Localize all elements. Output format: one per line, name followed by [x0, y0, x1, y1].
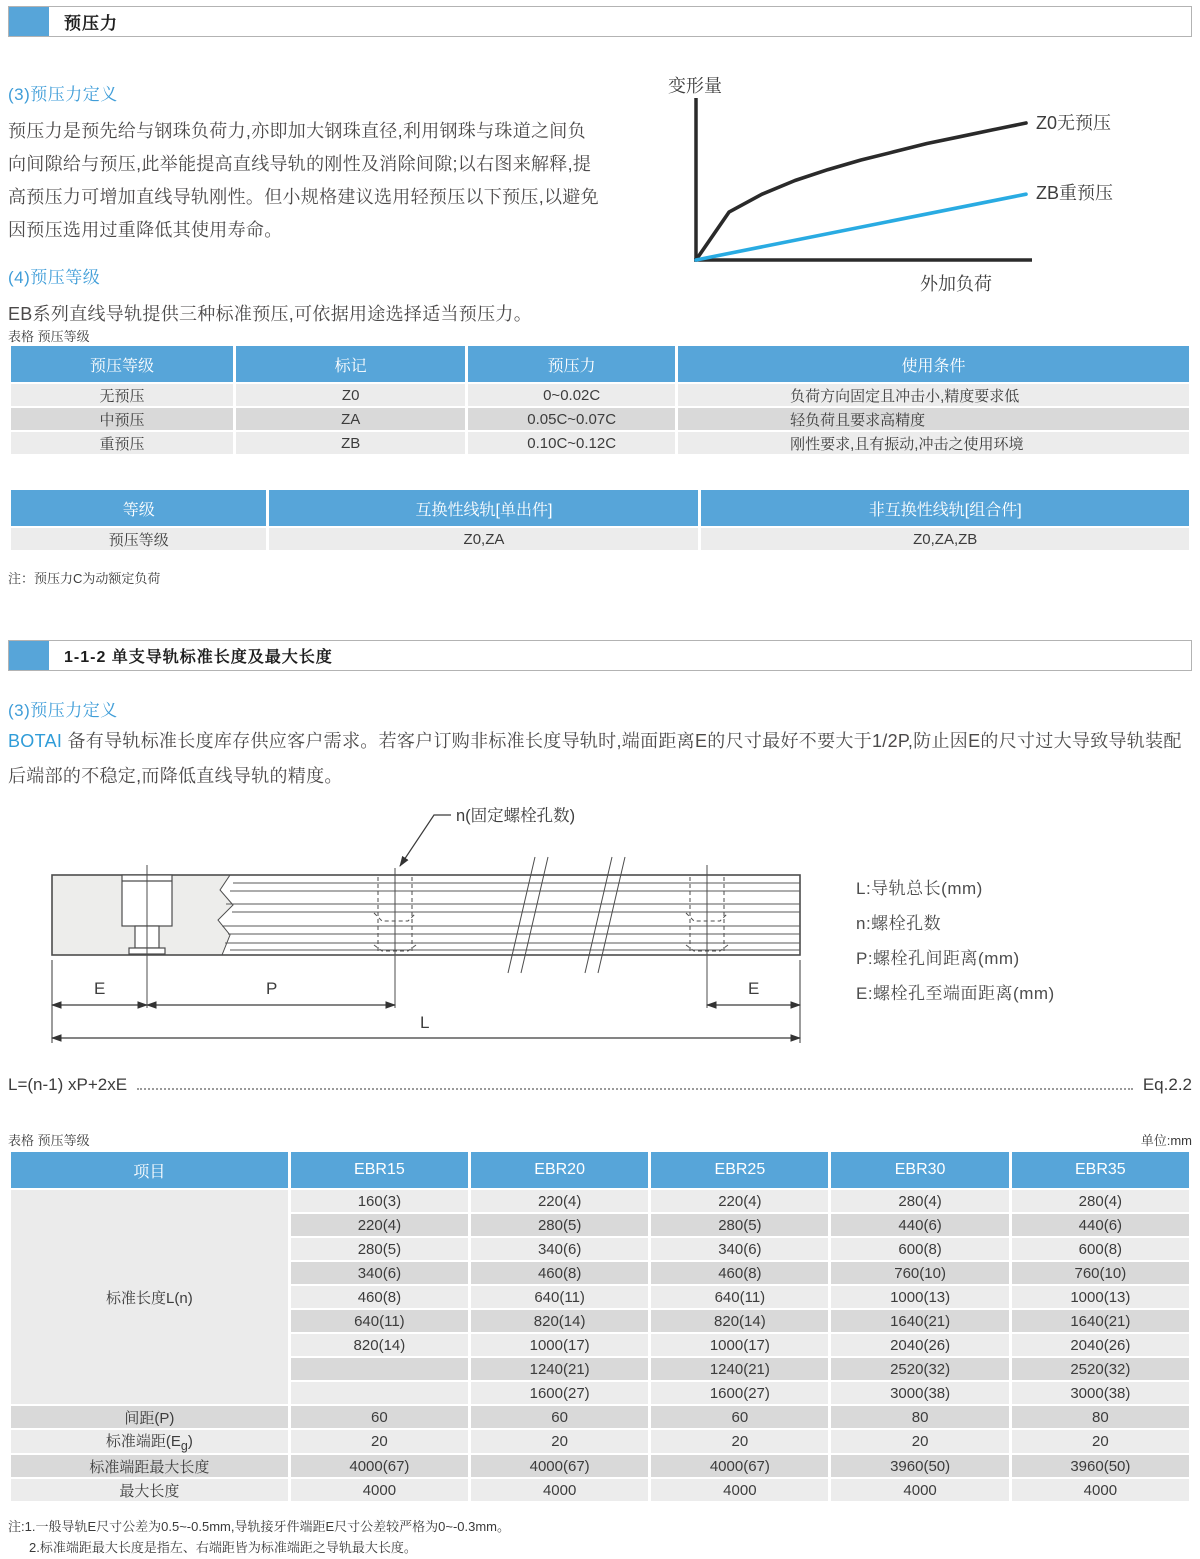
section-title: 预压力: [64, 14, 118, 33]
table-cell: 0.05C~0.07C: [468, 408, 675, 430]
th-non-interchangeable: 非互换性线轨[组合件]: [701, 490, 1189, 526]
table-row-max-length: [11, 1479, 1189, 1501]
table-cell: Z0: [236, 384, 465, 406]
table-cell: 640(11): [471, 1286, 648, 1308]
table-cell: 3960(50): [1012, 1455, 1189, 1477]
table-cell: Z0,ZA,ZB: [701, 528, 1189, 550]
table-cell: 280(5): [471, 1214, 648, 1236]
table-cell: 440(6): [831, 1214, 1008, 1236]
table-cell: 1240(21): [471, 1358, 648, 1380]
table-cell: 20: [471, 1430, 648, 1453]
note-line: 2.标准端距最大长度是指左、右端距皆为标准端距之导轨最大长度。: [29, 1540, 417, 1555]
table-cell: Z0,ZA: [269, 528, 698, 550]
table-cell: 2040(26): [1012, 1334, 1189, 1356]
table-cell: 中预压: [11, 408, 233, 430]
table-cell: 4000: [471, 1479, 648, 1501]
table-cell: 280(4): [831, 1190, 1008, 1212]
chart-x-axis-label: 外加负荷: [920, 274, 992, 294]
row-label-sub: g: [180, 1439, 188, 1453]
row-label: 最大长度: [11, 1479, 288, 1501]
blue-square-marker: [9, 7, 49, 36]
table-cell: 1600(27): [651, 1382, 828, 1404]
chart-y-axis-label: 变形量: [668, 76, 722, 96]
table-cell: ZB: [236, 432, 465, 454]
rail-length-text: [8, 724, 1192, 794]
chart-series-Z0无预压: [696, 123, 1026, 260]
table-cell: 1240(21): [651, 1358, 828, 1380]
th-ebr25: EBR25: [651, 1152, 828, 1188]
table-cell: 刚性要求,且有振动,冲击之使用环境: [678, 432, 1189, 454]
row-label-text: 标准端距(E: [105, 1433, 181, 1450]
table-cell: 4000: [1012, 1479, 1189, 1501]
table-cell: 重预压: [11, 432, 233, 454]
table-cell: 1000(17): [471, 1334, 648, 1356]
table-cell: 1640(21): [831, 1310, 1008, 1332]
std-length-label: 标准长度L(n): [11, 1190, 288, 1404]
table-cell: [291, 1382, 468, 1404]
row-label: 标准端距最大长度: [11, 1455, 288, 1477]
table-cell: 2520(32): [831, 1358, 1008, 1380]
table-row: [11, 384, 1189, 406]
table-row-end-distance: [11, 1430, 1189, 1453]
table-cell: 负荷方向固定且冲击小,精度要求低: [678, 384, 1189, 406]
preload-grade-table: [8, 344, 1192, 456]
th-condition: 使用条件: [678, 346, 1189, 382]
th-ebr35: EBR35: [1012, 1152, 1189, 1188]
heading-preload-definition-2: (3)预压力定义: [8, 701, 118, 720]
table-cell: 20: [831, 1430, 1008, 1453]
table-cell: 预压等级: [11, 528, 266, 550]
table-cell: 760(10): [1012, 1262, 1189, 1284]
table-cell: 220(4): [291, 1214, 468, 1236]
table3-caption: 表格 预压等级: [8, 1133, 90, 1148]
table-cell: 600(8): [1012, 1238, 1189, 1260]
table-row: [11, 528, 1189, 550]
length-formula-row: [8, 1075, 1192, 1095]
table-cell: 3960(50): [831, 1455, 1008, 1477]
table-cell: 220(4): [471, 1190, 648, 1212]
table-cell: 820(14): [471, 1310, 648, 1332]
chart-series-label-zb: ZB重预压: [1036, 183, 1114, 203]
table-cell: 340(6): [471, 1238, 648, 1260]
table-header-row: [11, 346, 1189, 382]
rail-drawing: [8, 795, 1192, 1065]
table-cell: 280(4): [1012, 1190, 1189, 1212]
dim-label-l: L: [420, 1013, 430, 1032]
table-cell: 无预压: [11, 384, 233, 406]
table-cell: 1640(21): [1012, 1310, 1189, 1332]
center-lines: [147, 865, 707, 1008]
table-cell: 3000(38): [1012, 1382, 1189, 1404]
blue-square-marker: [9, 641, 49, 670]
table-cell: 220(4): [651, 1190, 828, 1212]
table-cell: 280(5): [651, 1214, 828, 1236]
table3-notes: [8, 1516, 1192, 1558]
table-cell: 20: [651, 1430, 828, 1453]
th-interchangeable: 互换性线轨[单出件]: [269, 490, 698, 526]
th-mark: 标记: [236, 346, 465, 382]
th-level: 等级: [11, 490, 266, 526]
table-cell: 60: [471, 1406, 648, 1428]
table-cell: 60: [291, 1406, 468, 1428]
table1-caption: 表格 预压等级: [8, 329, 90, 344]
table-cell: 1000(13): [1012, 1286, 1189, 1308]
table-cell: ZA: [236, 408, 465, 430]
table-cell: [291, 1358, 468, 1380]
dotted-leader: [137, 1080, 1133, 1090]
table1-wrap: [8, 344, 1192, 456]
table-cell: 820(14): [651, 1310, 828, 1332]
heading-preload-levels: (4)预压等级: [8, 268, 101, 287]
row-label: 间距(P): [11, 1406, 288, 1428]
table3-caption-row: [8, 1130, 1192, 1149]
row-label-text: ): [187, 1433, 193, 1450]
table-cell: 460(8): [471, 1262, 648, 1284]
heading-preload-definition: (3)预压力定义: [8, 85, 118, 104]
table-header-row: [11, 1152, 1189, 1188]
table-cell: 0.10C~0.12C: [468, 432, 675, 454]
standard-length-table: [8, 1150, 1192, 1503]
table-cell: 60: [651, 1406, 828, 1428]
rail-drawing-svg: [8, 795, 828, 1063]
table-cell: 20: [291, 1430, 468, 1453]
table-cell: 80: [831, 1406, 1008, 1428]
hidden-bolt-holes: [374, 877, 728, 953]
drawing-legend: [856, 871, 1055, 1011]
table-row: [11, 432, 1189, 454]
callout-n-label: n(固定螺栓孔数): [456, 807, 576, 825]
table-row-max-std-length: [11, 1455, 1189, 1477]
legend-item: E:螺栓孔至端面距离(mm): [856, 984, 1055, 1003]
table-cell: 4000: [291, 1479, 468, 1501]
th-grade: 预压等级: [11, 346, 233, 382]
table-cell: 760(10): [831, 1262, 1008, 1284]
table2-note: 注：预压力C为动额定负荷: [8, 571, 161, 586]
table-cell: 4000: [831, 1479, 1008, 1501]
table2-wrap: [8, 488, 1192, 552]
table-row-pitch: [11, 1406, 1189, 1428]
table-cell: 640(11): [291, 1310, 468, 1332]
table-cell: 2040(26): [831, 1334, 1008, 1356]
legend-item: L:导轨总长(mm): [856, 879, 983, 898]
table-cell: 1000(13): [831, 1286, 1008, 1308]
table-cell: 600(8): [831, 1238, 1008, 1260]
table-cell: 3000(38): [831, 1382, 1008, 1404]
table-cell: 460(8): [291, 1286, 468, 1308]
table-cell: 280(5): [291, 1238, 468, 1260]
chart-series-label-z0: Z0无预压: [1036, 113, 1112, 133]
note-line: 注:1.一般导轨E尺寸公差为0.5~-0.5mm,导轨接牙件端距E尺寸公差较严格为0~-0.3mm。: [8, 1519, 511, 1534]
rail-profile-lines: [222, 883, 800, 950]
equation-number: Eq.2.2: [1142, 1075, 1192, 1094]
callout-leader: [400, 815, 451, 866]
brand-name: BOTAI: [8, 731, 63, 751]
th-item: 项目: [11, 1152, 288, 1188]
dim-label-p: P: [266, 979, 278, 998]
table-cell: 440(6): [1012, 1214, 1189, 1236]
table-row: [11, 408, 1189, 430]
table-cell: 460(8): [651, 1262, 828, 1284]
table-cell: 160(3): [291, 1190, 468, 1212]
table-cell: 80: [1012, 1406, 1189, 1428]
table-cell: 1000(17): [651, 1334, 828, 1356]
section-header-rail-length: [8, 640, 1192, 671]
row-label: [11, 1430, 288, 1453]
table-cell: 1600(27): [471, 1382, 648, 1404]
th-ebr20: EBR20: [471, 1152, 648, 1188]
table-cell: 340(6): [651, 1238, 828, 1260]
section-title: 1-1-2 单支导轨标准长度及最大长度: [64, 649, 333, 666]
length-formula: L=(n-1) xP+2xE: [8, 1075, 128, 1094]
table-cell: 4000(67): [471, 1455, 648, 1477]
table-cell: 4000(67): [291, 1455, 468, 1477]
legend-item: P:螺栓孔间距离(mm): [856, 949, 1020, 968]
section-header-preload: [8, 6, 1192, 37]
table-cell: 640(11): [651, 1286, 828, 1308]
th-force: 预压力: [468, 346, 675, 382]
interchangeability-table: [8, 488, 1192, 552]
table3-wrap: [8, 1150, 1192, 1503]
table-cell: 2520(32): [1012, 1358, 1189, 1380]
table-cell: 0~0.02C: [468, 384, 675, 406]
table-cell: 轻负荷且要求高精度: [678, 408, 1189, 430]
th-ebr30: EBR30: [831, 1152, 1008, 1188]
table-cell: 4000: [651, 1479, 828, 1501]
table3-unit: 单位:mm: [1140, 1133, 1192, 1148]
preload-definition-text: 预压力是预先给与钢珠负荷力,亦即加大钢珠直径,利用钢珠与珠道之间负向间隙给与预压,此举能提高直线导轨的刚性及消除间隙;以右图来解释,提高预压力可增加直线导轨刚性。但小规格建议选用轻预压以下预压,以避免因预压选用过重降低其使用寿命。: [8, 121, 599, 240]
stiffness-chart: [630, 68, 1196, 318]
table-cell: 340(6): [291, 1262, 468, 1284]
table-row: [11, 1190, 1189, 1212]
table-cell: 4000(67): [651, 1455, 828, 1477]
dim-label-e-right: E: [748, 979, 760, 998]
stiffness-chart-svg: [630, 68, 1196, 318]
table-cell: 820(14): [291, 1334, 468, 1356]
legend-item: n:螺栓孔数: [856, 914, 942, 933]
rail-length-body: 备有导轨标准长度库存供应客户需求。若客户订购非标准长度导轨时,端面距离E的尺寸最好不要大于1/2P,防止因E的尺寸过大导致导轨装配后端部的不稳定,而降低直线导轨的精度。: [8, 731, 1182, 786]
table-header-row: [11, 490, 1189, 526]
preload-levels-text: EB系列直线导轨提供三种标准预压,可依据用途选择适当预压力。: [8, 304, 533, 324]
th-ebr15: EBR15: [291, 1152, 468, 1188]
dim-label-e-left: E: [94, 979, 106, 998]
intro-column: [8, 80, 600, 331]
table-cell: 20: [1012, 1430, 1189, 1453]
